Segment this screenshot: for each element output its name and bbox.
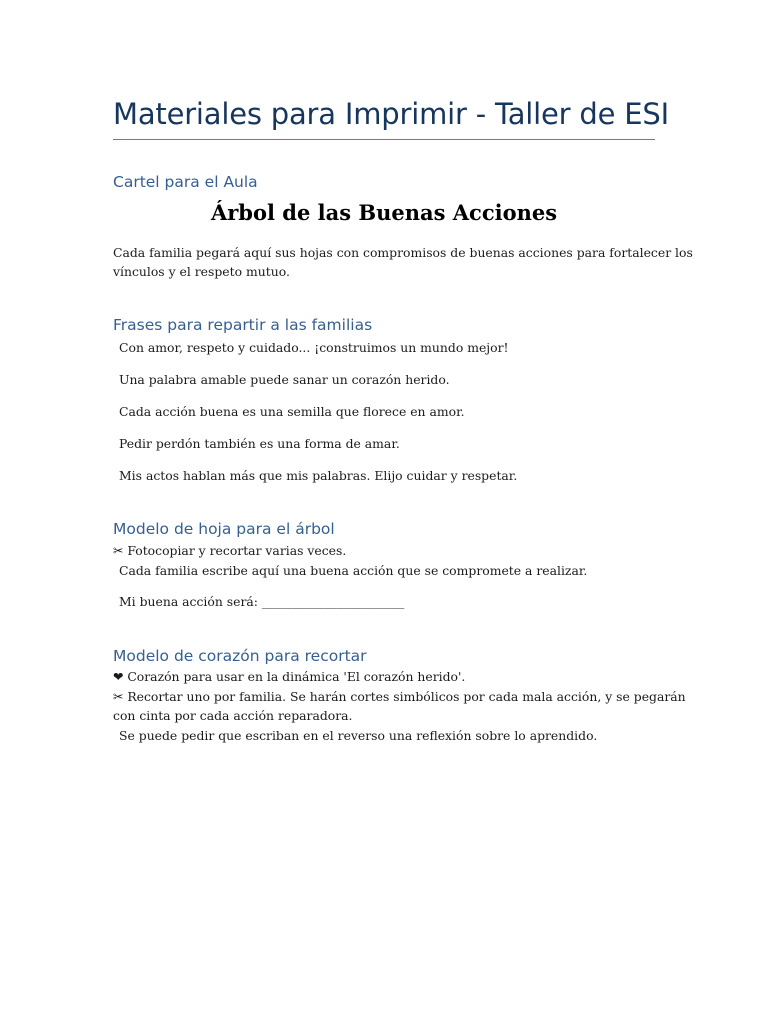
heart-description: ❤ Corazón para usar en la dinámica 'El corazón herido'. [113,669,466,684]
poster-paragraph-line-2: vínculos y el respeto mutuo. [113,264,290,279]
phrase-item: Con amor, respeto y cuidado... ¡construimos un mundo mejor! [119,340,509,355]
leaf-instruction-write: Cada familia escribe aquí una buena acción que se compromete a realizar. [119,563,588,578]
phrase-item: Pedir perdón también es una forma de amar. [119,436,400,451]
section-heading-cartel: Cartel para el Aula [113,173,258,191]
section-heading-corazon: Modelo de corazón para recortar [113,647,367,665]
leaf-fill-line: Mi buena acción será: _______________________ [119,594,405,609]
poster-paragraph-line-1: Cada familia pegará aquí sus hojas con compromisos de buenas acciones para fortalecer los [113,245,693,260]
heart-reflection-note: Se puede pedir que escriban en el reverso una reflexión sobre lo aprendido. [119,728,598,743]
leaf-instruction-cut: ✂ Fotocopiar y recortar varias veces. [113,543,347,558]
phrase-item: Una palabra amable puede sanar un corazón herido. [119,372,450,387]
poster-title: Árbol de las Buenas Acciones [210,200,558,225]
section-heading-frases: Frases para repartir a las familias [113,316,373,334]
title-underline [113,139,655,140]
document-title: Materiales para Imprimir - Taller de ESI [113,97,669,131]
section-heading-hoja: Modelo de hoja para el árbol [113,520,335,538]
phrase-item: Mis actos hablan más que mis palabras. Elijo cuidar y respetar. [119,468,518,483]
phrase-item: Cada acción buena es una semilla que florece en amor. [119,404,465,419]
heart-instruction-line-2: con cinta por cada acción reparadora. [113,708,353,723]
heart-instruction-line-1: ✂ Recortar uno por familia. Se harán cortes simbólicos por cada mala acción, y se pegarán [113,689,686,704]
